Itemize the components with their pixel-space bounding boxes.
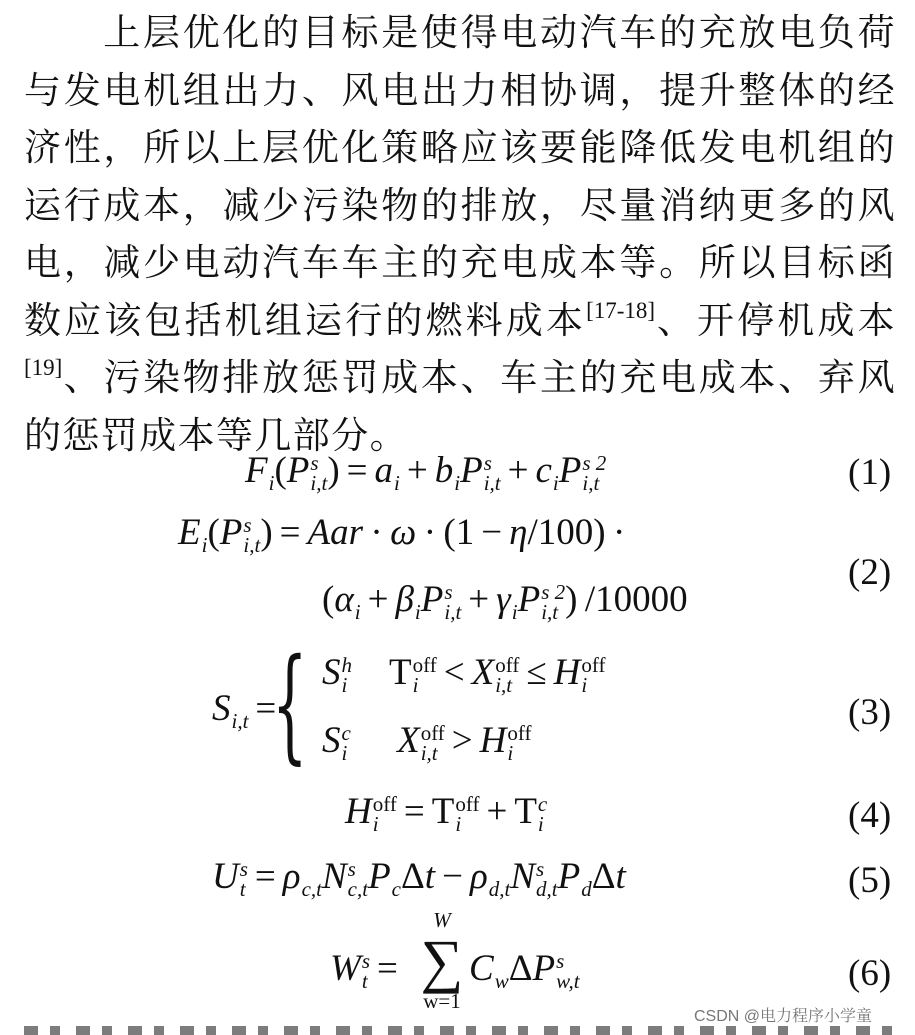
citation-19: [19] [24, 355, 63, 380]
summation-lower-limit: w=1 [423, 989, 461, 1013]
body-paragraph [24, 4, 896, 464]
paragraph-text-1: 上层优化的目标是使得电动汽车的充放电负荷与发电机组出力、风电出力相协调，提升整体的经济性，所以上层优化策略应该要能降低发电机组的运行成本，减少污染物的排放，尽量消纳更多的风电，减少电动汽车车主的充电成本等。所以目标函数应该包括机组运行的燃料成本 [24, 11, 896, 342]
equation-2-constant-b: 10000 [595, 579, 688, 620]
citation-17-18: [17-18] [586, 297, 656, 323]
equation-1-number: (1) [848, 452, 892, 493]
equation-3-case-2: S c i X off i,t > H off i [322, 720, 532, 765]
equation-2-constant-a: 100 [537, 512, 594, 553]
equation-3-number: (3) [848, 692, 892, 733]
equation-6-rhs: C w ΔP s w,t [469, 948, 580, 993]
equation-4-number: (4) [848, 795, 892, 836]
equation-2-number: (2) [848, 552, 892, 593]
equation-4: H off i = T off i + T c i [345, 791, 548, 836]
equation-6-lhs: W s t = [330, 948, 398, 993]
equation-5: U s t = ρ c,t N s c,t P c Δt − ρ d,t N s d,t P d Δt [212, 856, 626, 901]
summation-icon: ∑ [420, 928, 464, 994]
equation-3-case-1: S h i T off i < X off i,t ≤ H off i [322, 652, 606, 697]
equation-5-number: (5) [848, 860, 892, 901]
paragraph-text-2: 、开停机成本 [655, 298, 896, 342]
equation-2-line-1: E i (P s i,t ) = Aar · ω · (1 − η/100) · [178, 512, 626, 557]
equation-3-lhs: S i,t = [212, 688, 277, 733]
paragraph-text-3: 、污染物排放惩罚成本、车主的充电成本、弃风的惩罚成本等几部分。 [24, 356, 896, 457]
cropped-text-row [24, 1026, 894, 1035]
equation-3-brace: { [272, 633, 308, 777]
summation-upper-limit: W [433, 908, 451, 932]
equation-6-summation [417, 910, 467, 1012]
equation-1: F i (P s i,t ) = a i + b i P s i,t + c i P s 2 i,t [245, 450, 607, 495]
equation-6-number: (6) [848, 953, 892, 994]
equation-2-line-2: (α i + β i P s i,t + γ i P s 2 i,t ) /10000 [322, 579, 688, 624]
csdn-watermark: CSDN @电力程序小学童 [694, 1008, 873, 1025]
